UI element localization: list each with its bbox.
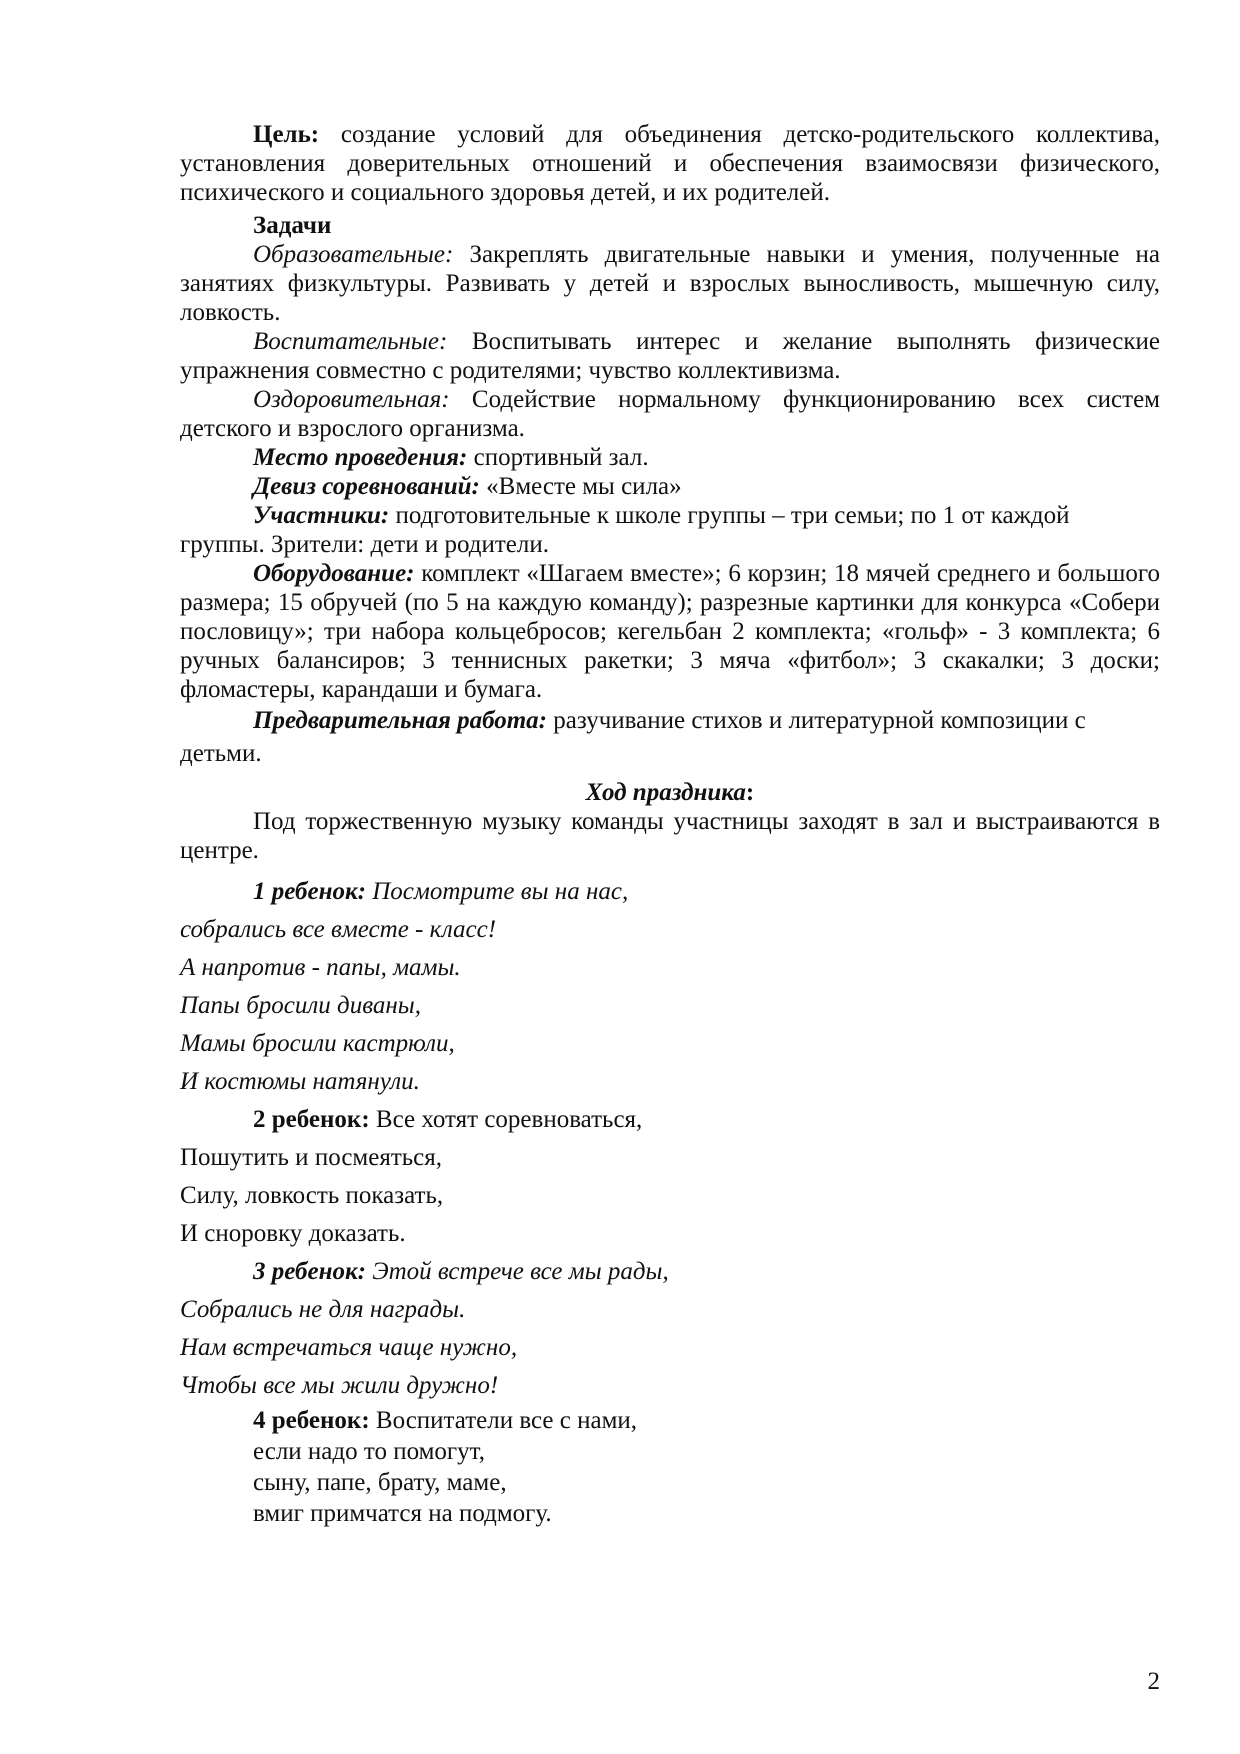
task-health <box>180 385 1160 443</box>
task-educational-text: Закреплять двигательные навыки и умения, полученные на занятиях физкультуры. Развивать у детей и взрослых выносливость, мышечную силу, ловкость. <box>180 241 1160 326</box>
goal-paragraph <box>180 120 1160 207</box>
task-educational <box>180 240 1160 327</box>
child1-verse <box>180 873 1160 1101</box>
child2-label: 2 ребенок: <box>253 1106 370 1133</box>
child3-first: Этой встрече все мы рады, <box>365 1258 669 1285</box>
task-health-text: Содействие нормальному функционированию всех систем детского и взрослого организма. <box>180 386 1160 442</box>
verse-line: Нам встречаться чаще нужно, <box>180 1334 518 1361</box>
child3-verse <box>180 1253 1160 1405</box>
venue-text: спортивный зал. <box>467 444 649 471</box>
child1-first: Посмотрите вы на нас, <box>365 878 629 905</box>
equipment-text: комплект «Шагаем вместе»; 6 корзин; 18 мячей среднего и большого размера; 15 обручей (по 5 на каждую команду); разрезные картинки для конкурса «Собери пословицу»; три набора кольцебросов; кегельбан 2 комплекта; «гольф» - 3 комплекта; 6 ручных балансиров; 3 теннисных ракетки; 3 мяча «фитбол»; 3 скакалки; 3 доски; фломастеры, карандаши и бумага. <box>180 560 1160 703</box>
child4-first: Воспитатели все с нами, <box>369 1407 638 1434</box>
motto-label: Девиз соревнований: <box>253 473 480 500</box>
equipment-label: Оборудование: <box>253 560 415 587</box>
task-upbringing-label: Воспитательные: <box>253 328 448 355</box>
child2-verse <box>180 1101 1160 1253</box>
verse-line: Мамы бросили кастрюли, <box>180 1030 455 1057</box>
document-page <box>180 120 1160 1529</box>
progress-heading-text: Ход праздника <box>585 779 746 806</box>
goal-label: Цель: <box>253 121 320 148</box>
child2-first: Все хотят соревноваться, <box>369 1106 643 1133</box>
progress-heading-colon: : <box>745 779 755 806</box>
prep-paragraph <box>180 704 1160 770</box>
page-number: 2 <box>1147 1668 1160 1695</box>
child3-first-line <box>253 1253 1160 1291</box>
child4-verse <box>253 1405 1160 1529</box>
equipment-paragraph <box>180 559 1160 704</box>
tasks-heading: Задачи <box>253 212 332 239</box>
goal-text: создание условий для объединения детско-родительского коллектива, установления доверительных отношений и обеспечения взаимосвязи физического, психического и социального здоровья детей, и их родителей. <box>180 121 1160 206</box>
child4-label: 4 ребенок: <box>253 1407 370 1434</box>
intro-paragraph: Под торжественную музыку команды участницы заходят в зал и выстраиваются в центре. <box>180 808 1160 864</box>
venue-label: Место проведения: <box>253 444 468 471</box>
verse-line: сыну, папе, брату, маме, <box>253 1469 507 1496</box>
motto-text: «Вместе мы сила» <box>479 473 682 500</box>
verse-line: Папы бросили диваны, <box>180 992 421 1019</box>
child2-first-line <box>253 1101 1160 1139</box>
child4-first-line <box>253 1405 1160 1436</box>
verse-line: вмиг примчатся на подмогу. <box>253 1500 552 1527</box>
verse-line: Чтобы все мы жили дружно! <box>180 1372 499 1399</box>
participants-text: подготовительные к школе группы – три семьи; по 1 от каждой группы. Зрители: дети и родители. <box>180 502 1070 558</box>
verse-line: если надо то помогут, <box>253 1438 485 1465</box>
participants-label: Участники: <box>253 502 390 529</box>
verse-line: А напротив - папы, мамы. <box>180 954 461 981</box>
verse-line: И сноровку доказать. <box>180 1220 406 1247</box>
verse-line: Собрались не для награды. <box>180 1296 466 1323</box>
prep-label: Предварительная работа: <box>253 707 547 734</box>
verse-line: собрались все вместе - класс! <box>180 916 497 943</box>
motto-paragraph <box>180 472 1160 501</box>
verse-line: И костюмы натянули. <box>180 1068 420 1095</box>
prep-text: разучивание стихов и литературной композиции с детьми. <box>180 707 1086 767</box>
task-upbringing-text: Воспитывать интерес и желание выполнять физические упражнения совместно с родителями; чувство коллективизма. <box>180 328 1160 384</box>
progress-heading <box>180 778 1160 807</box>
task-educational-label: Образовательные: <box>253 241 454 268</box>
participants-paragraph <box>180 501 1160 559</box>
venue-paragraph <box>180 443 1160 472</box>
child3-label: 3 ребенок: <box>253 1258 366 1285</box>
verse-line: Силу, ловкость показать, <box>180 1182 444 1209</box>
task-health-label: Оздоровительная: <box>253 386 450 413</box>
child1-first-line <box>253 873 1160 911</box>
verse-line: Пошутить и посмеяться, <box>180 1144 442 1171</box>
child1-label: 1 ребенок: <box>253 878 366 905</box>
task-upbringing <box>180 327 1160 385</box>
